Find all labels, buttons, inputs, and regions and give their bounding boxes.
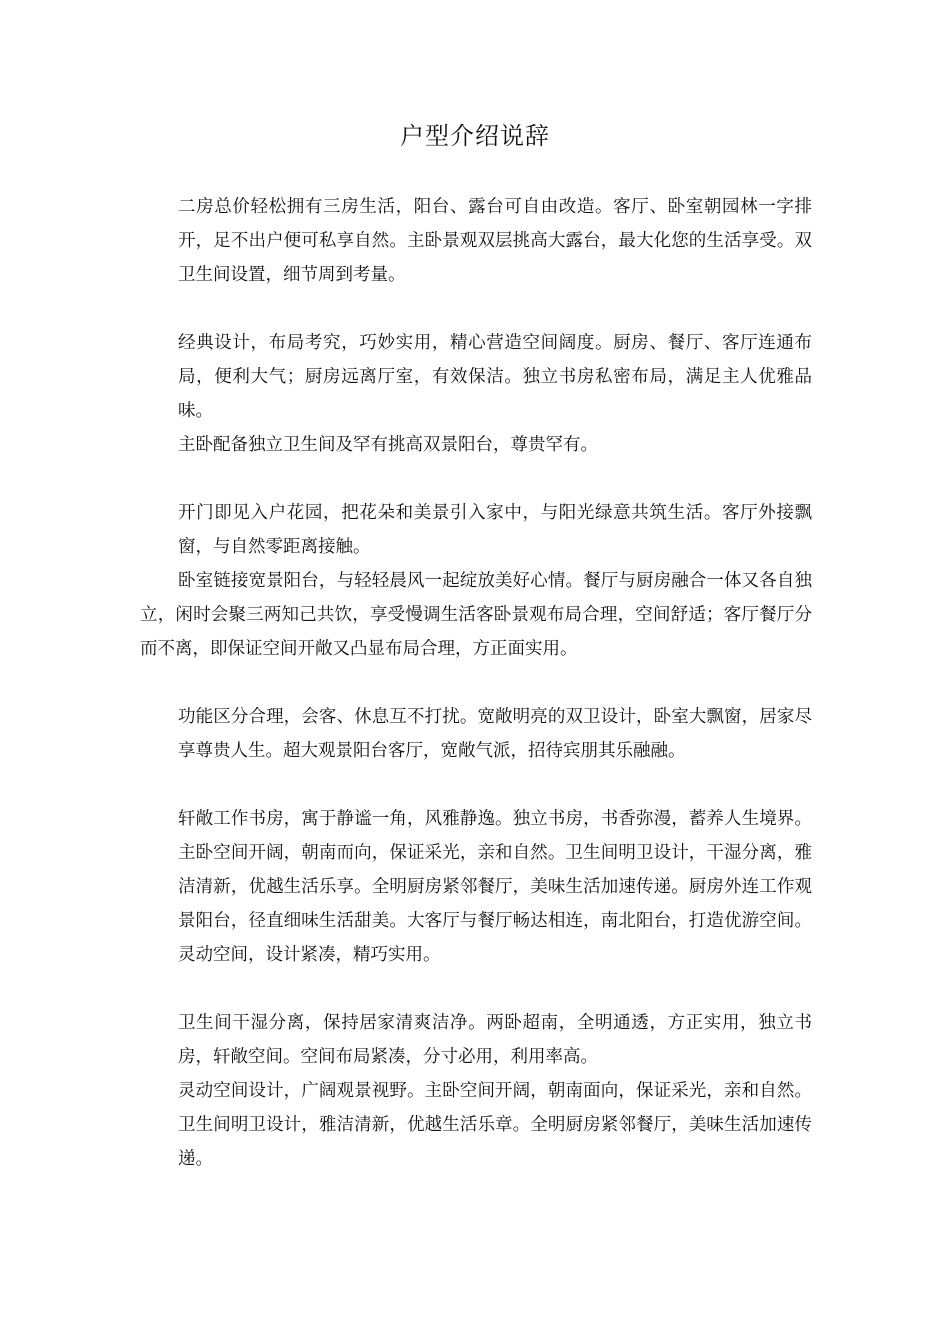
paragraph-6: 功能区分合理，会客、休息互不打扰。宽敞明亮的双卫设计，卧室大飘窗，居家尽享尊贵人生。超大观景阳台客厅，宽敞气派，招待宾朋其乐融融。 (178, 707, 812, 761)
document-body (140, 190, 812, 1176)
paragraph-8: 卫生间干湿分离，保持居家清爽洁净。两卧超南，全明通透，方正实用，独立书房，轩敞空间。空间布局紧凑，分寸必用，利用率高。 (178, 1013, 812, 1067)
paragraph-gap (140, 972, 812, 1006)
paragraph-gap (140, 462, 812, 496)
paragraph-1: 二房总价轻松拥有三房生活，阳台、露台可自由改造。客厅、卧室朝园林一字排开，足不出户便可私享自然。主卧景观双层挑高大露台，最大化您的生活享受。双卫生间设置，细节周到考量。 (178, 197, 812, 285)
paragraph-2: 经典设计，布局考究，巧妙实用，精心营造空间阔度。厨房、餐厅、客厅连通布局，便利大气；厨房远离厅室，有效保洁。独立书房私密布局，满足主人优雅品味。 (178, 333, 812, 421)
paragraph-7: 轩敞工作书房，寓于静谧一角，风雅静逸。独立书房，书香弥漫，蓄养人生境界。主卧空间开阔，朝南而向，保证采光，亲和自然。卫生间明卫设计，干湿分离，雅洁清新，优越生活乐享。全明厨房紧邻餐厅，美味生活加速传递。厨房外连工作观景阳台，径直细味生活甜美。大客厅与餐厅畅达相连，南北阳台，打造优游空间。灵动空间，设计紧凑，精巧实用。 (178, 809, 812, 965)
paragraph-3: 主卧配备独立卫生间及罕有挑高双景阳台，尊贵罕有。 (178, 435, 598, 455)
paragraph-gap (140, 666, 812, 700)
paragraph-5: 卧室链接宽景阳台，与轻轻晨风一起绽放美好心情。餐厅与厨房融合一体又各自独立，闲时会聚三两知己共饮，享受慢调生活客卧景观布局合理，空间舒适；客厅餐厅分而不离，即保证空间开敞又凸显布局合理，方正面实用。 (140, 571, 812, 659)
document-title: 户型介绍说辞 (400, 122, 550, 150)
paragraph-9: 灵动空间设计，广阔观景视野。主卧空间开阔，朝南面向，保证采光，亲和自然。卫生间明卫设计，雅洁清新，优越生活乐章。全明厨房紧邻餐厅，美味生活加速传递。 (178, 1081, 812, 1169)
paragraph-gap (140, 768, 812, 802)
paragraph-4: 开门即见入户花园，把花朵和美景引入家中，与阳光绿意共筑生活。客厅外接飘窗，与自然零距离接触。 (178, 503, 812, 557)
paragraph-gap (140, 292, 812, 326)
